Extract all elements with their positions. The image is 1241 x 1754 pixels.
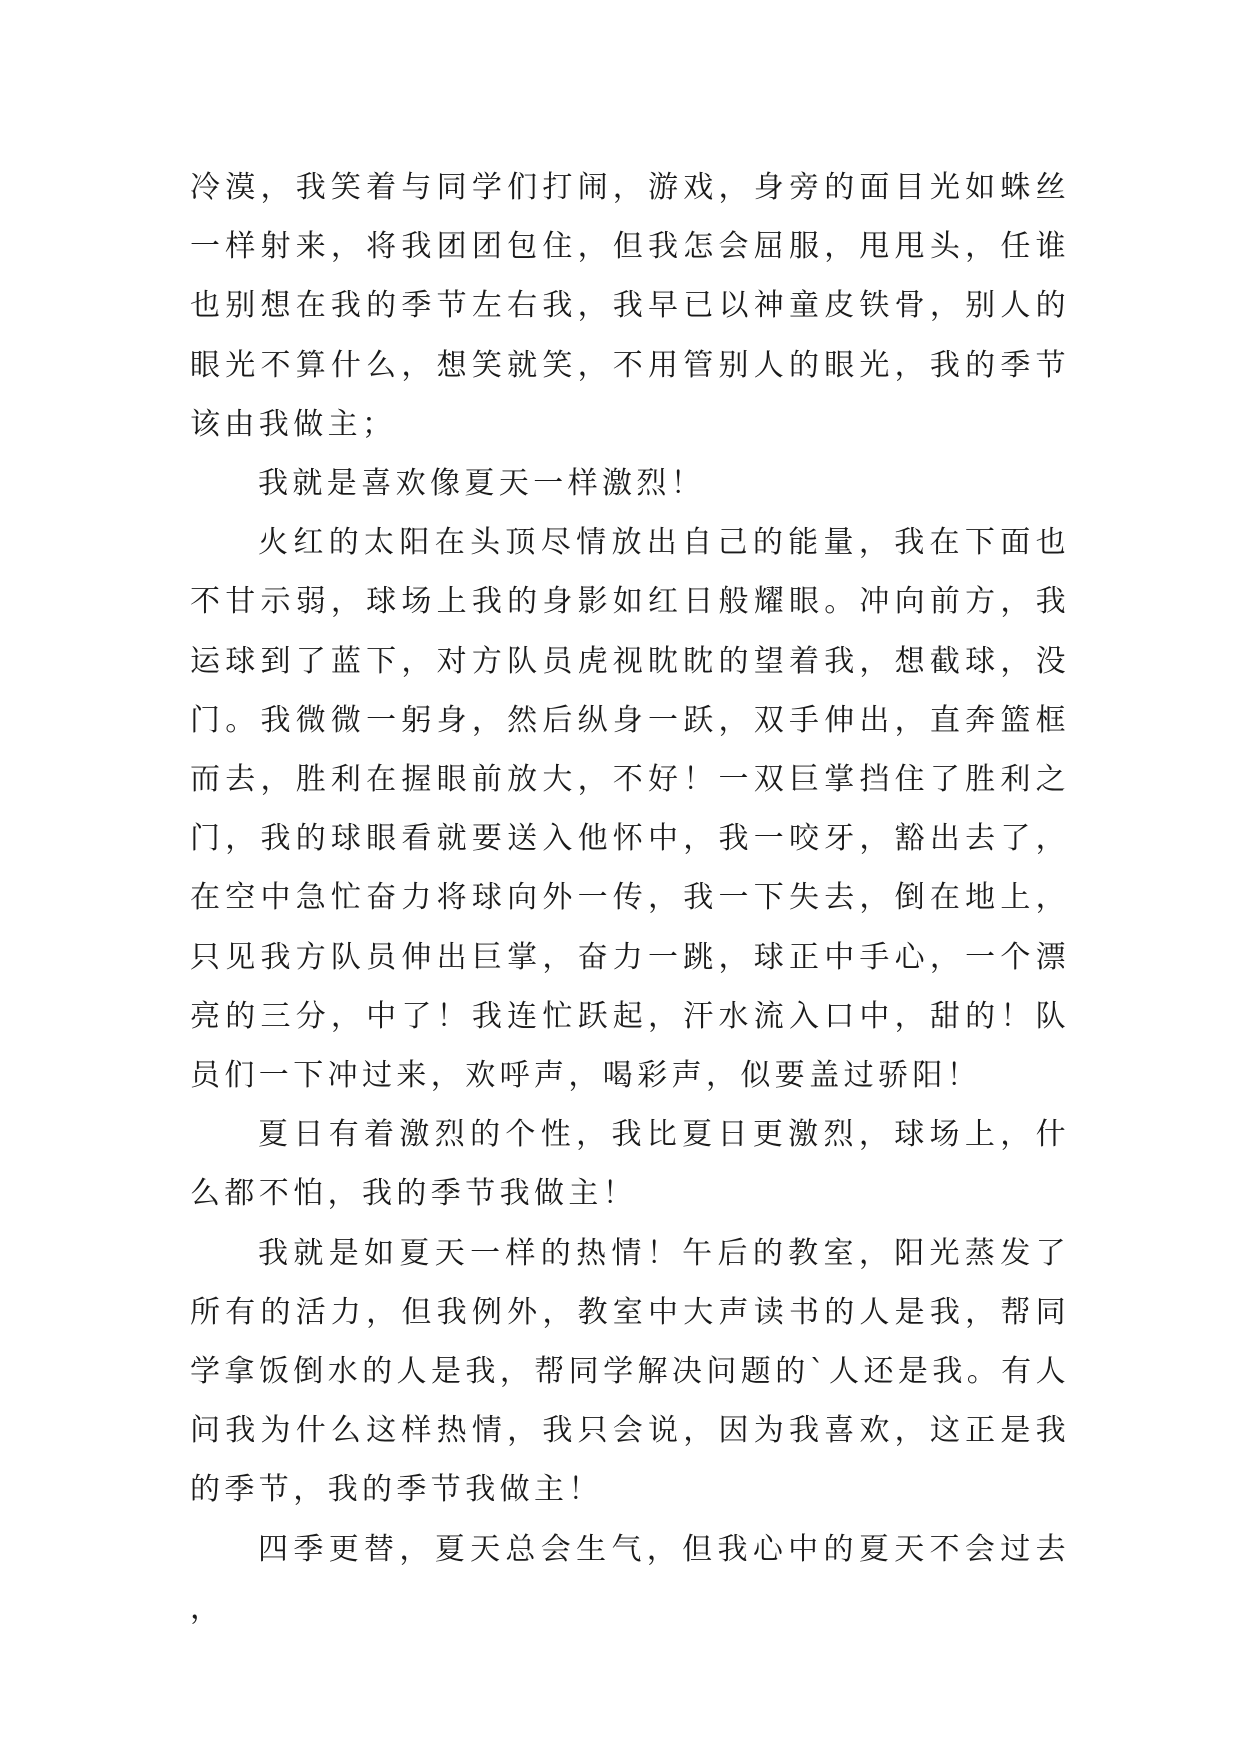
document-body [190,158,1070,1638]
paragraph-1: 冷漠，我笑着与同学们打闹，游戏，身旁的面目光如蛛丝一样射来，将我团团包住，但我怎会屈服，甩甩头，任谁也别想在我的季节左右我，我早已以神童皮铁骨，别人的眼光不算什么，想笑就笑，不用管别人的眼光，我的季节该由我做主； [190,170,1070,442]
paragraph-6: 四季更替，夏天总会生气，但我心中的夏天不会过去， [190,1531,1070,1626]
paragraph-5: 我就是如夏天一样的热情！午后的教室，阳光蒸发了所有的活力，但我例外，教室中大声读书的人是我，帮同学拿饭倒水的人是我，帮同学解决问题的`人还是我。有人问我为什么这样热情，我只会说，因为我喜欢，这正是我的季节，我的季节我做主！ [190,1235,1070,1508]
paragraph-3: 火红的太阳在头顶尽情放出自己的能量，我在下面也不甘示弱，球场上我的身影如红日般耀眼。冲向前方，我运球到了蓝下，对方队员虎视眈眈的望着我，想截球，没门。我微微一躬身，然后纵身一跃，双手伸出，直奔篮框而去，胜利在握眼前放大，不好！一双巨掌挡住了胜利之门，我的球眼看就要送入他怀中，我一咬牙，豁出去了，在空中急忙奋力将球向外一传，我一下失去，倒在地上，只见我方队员伸出巨掌，奋力一跳，球正中手心，一个漂亮的三分，中了！我连忙跃起，汗水流入口中，甜的！队员们一下冲过来，欢呼声，喝彩声，似要盖过骄阳！ [190,525,1070,1094]
paragraph-2: 我就是喜欢像夏天一样激烈！ [258,466,706,502]
paragraph-4: 夏日有着激烈的个性，我比夏日更激烈，球场上，什么都不怕，我的季节我做主！ [190,1117,1070,1212]
